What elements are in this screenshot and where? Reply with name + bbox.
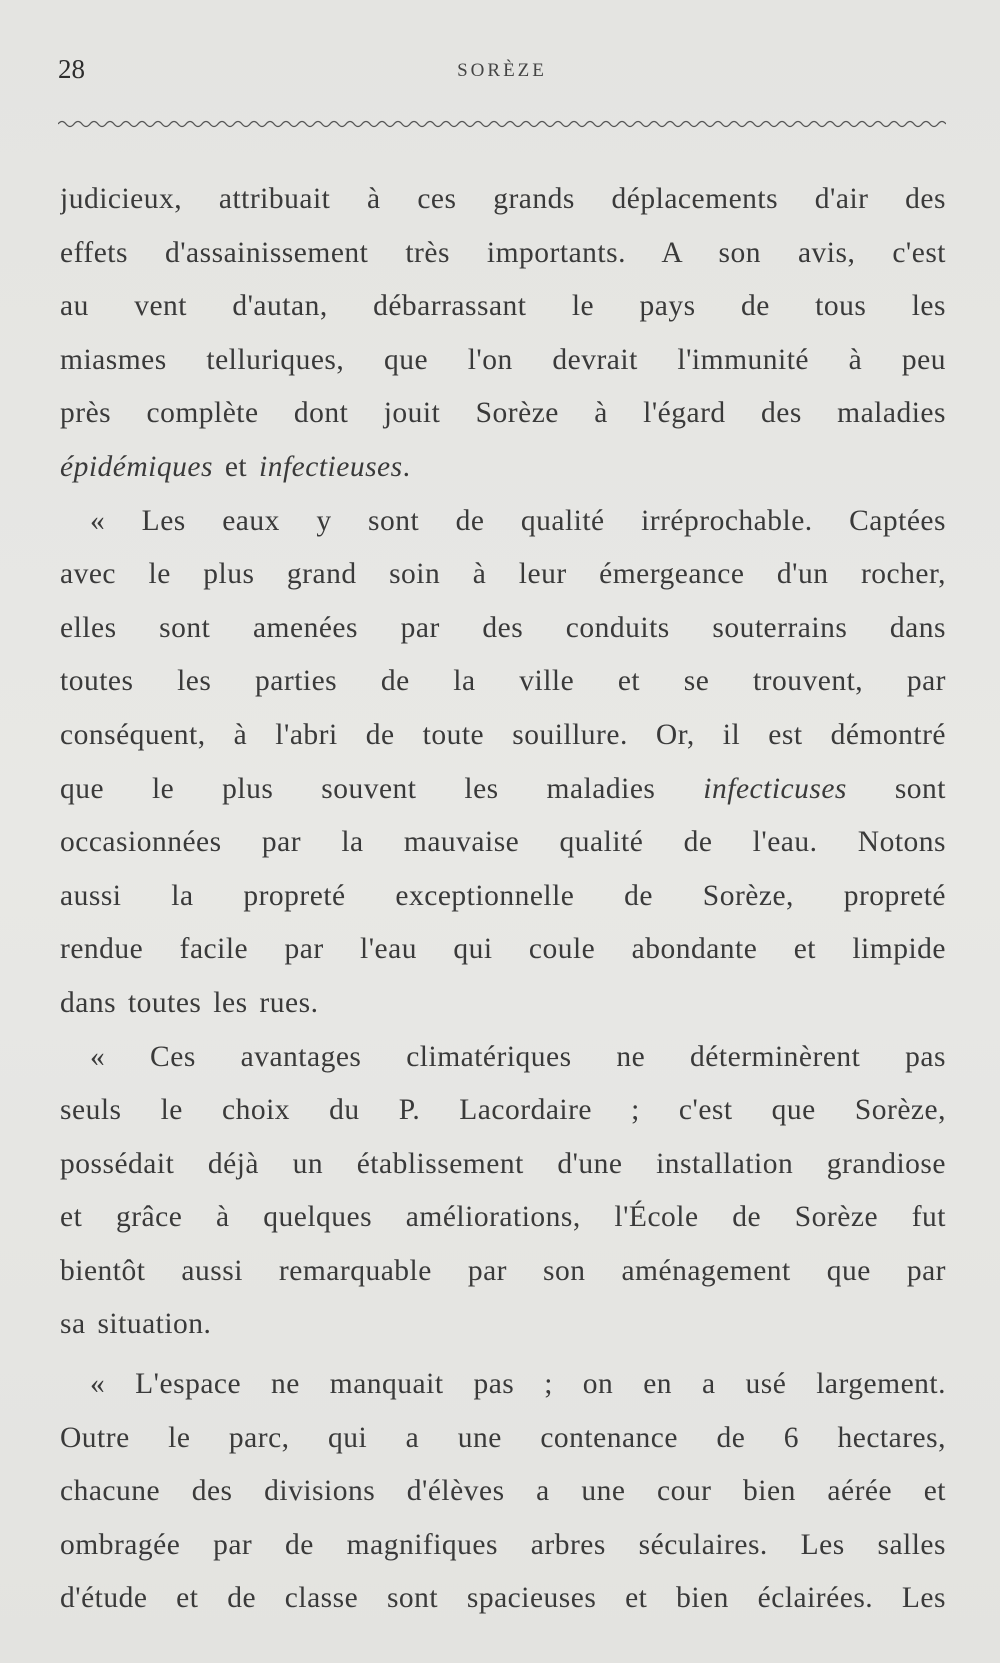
- wavy-rule-ornament: [58, 118, 946, 130]
- text-line: seuls le choix du P. Lacordaire ; c'est que Sorèze,: [60, 1094, 946, 1127]
- italic-term: épidémiques: [60, 450, 213, 483]
- text-line: miasmes telluriques, que l'on devrait l'immunité à peu: [60, 343, 946, 376]
- text-line: possédait déjà un établissement d'une installation grandiose: [60, 1147, 946, 1180]
- text-line: [60, 763, 946, 817]
- paragraph-2: [60, 495, 946, 1031]
- paragraph-3: [60, 1031, 946, 1353]
- text-line: et grâce à quelques améliorations, l'École de Sorèze fut: [60, 1201, 946, 1234]
- page-header: [58, 50, 946, 90]
- text-line: dans toutes les rues.: [60, 986, 319, 1019]
- text-line: occasionnées par la mauvaise qualité de l'eau. Notons: [60, 826, 946, 859]
- text-line: sa situation.: [60, 1308, 212, 1341]
- page-number: 28: [58, 54, 85, 84]
- text-fragment: et: [212, 450, 260, 483]
- italic-term: infecticuses: [703, 772, 847, 805]
- text-line: bientôt aussi remarquable par son aménagement que par: [60, 1254, 946, 1287]
- text-line: Outre le parc, qui a une contenance de 6 hectares,: [60, 1421, 946, 1454]
- text-line: effets d'assainissement très importants. A son avis, c'est: [60, 236, 946, 269]
- text-line: rendue facile par l'eau qui coule abondante et limpide: [60, 933, 946, 966]
- text-line: toutes les parties de la ville et se trouvent, par: [60, 665, 946, 698]
- text-line: judicieux, attribuait à ces grands déplacements d'air des: [60, 183, 946, 215]
- text-line: au vent d'autan, débarrassant le pays de tous les: [60, 290, 946, 323]
- text-line: elles sont amenées par des conduits souterrains dans: [60, 611, 946, 644]
- text-line: [60, 441, 946, 495]
- running-title: SORÈZE: [457, 60, 547, 81]
- text-line: chacune des divisions d'élèves a une cour bien aérée et: [60, 1475, 946, 1508]
- paragraph-1: [60, 173, 946, 495]
- text-line: conséquent, à l'abri de toute souillure. Or, il est démontré: [60, 718, 946, 751]
- text-fragment: sont: [846, 772, 946, 805]
- text-line: ombragée par de magnifiques arbres séculaires. Les salles: [60, 1528, 946, 1561]
- text-line: « Les eaux y sont de qualité irréprochable. Captées: [90, 504, 946, 537]
- text-line: d'étude et de classe sont spacieuses et bien éclairées. Les: [60, 1582, 946, 1615]
- text-line: aussi la propreté exceptionnelle de Sorèze, propreté: [60, 879, 946, 912]
- text-line: « L'espace ne manquait pas ; on en a usé largement.: [90, 1368, 946, 1401]
- text-line: « Ces avantages climatériques ne déterminèrent pas: [90, 1040, 946, 1073]
- body-text: [60, 173, 946, 1626]
- text-line: avec le plus grand soin à leur émergeance d'un rocher,: [60, 558, 946, 591]
- text-fragment: .: [402, 450, 411, 483]
- text-line: près complète dont jouit Sorèze à l'égard des maladies: [60, 397, 946, 430]
- paragraph-4: [60, 1358, 946, 1626]
- italic-term: infectieuses: [259, 450, 403, 483]
- text-fragment: que le plus souvent les maladies: [60, 772, 704, 805]
